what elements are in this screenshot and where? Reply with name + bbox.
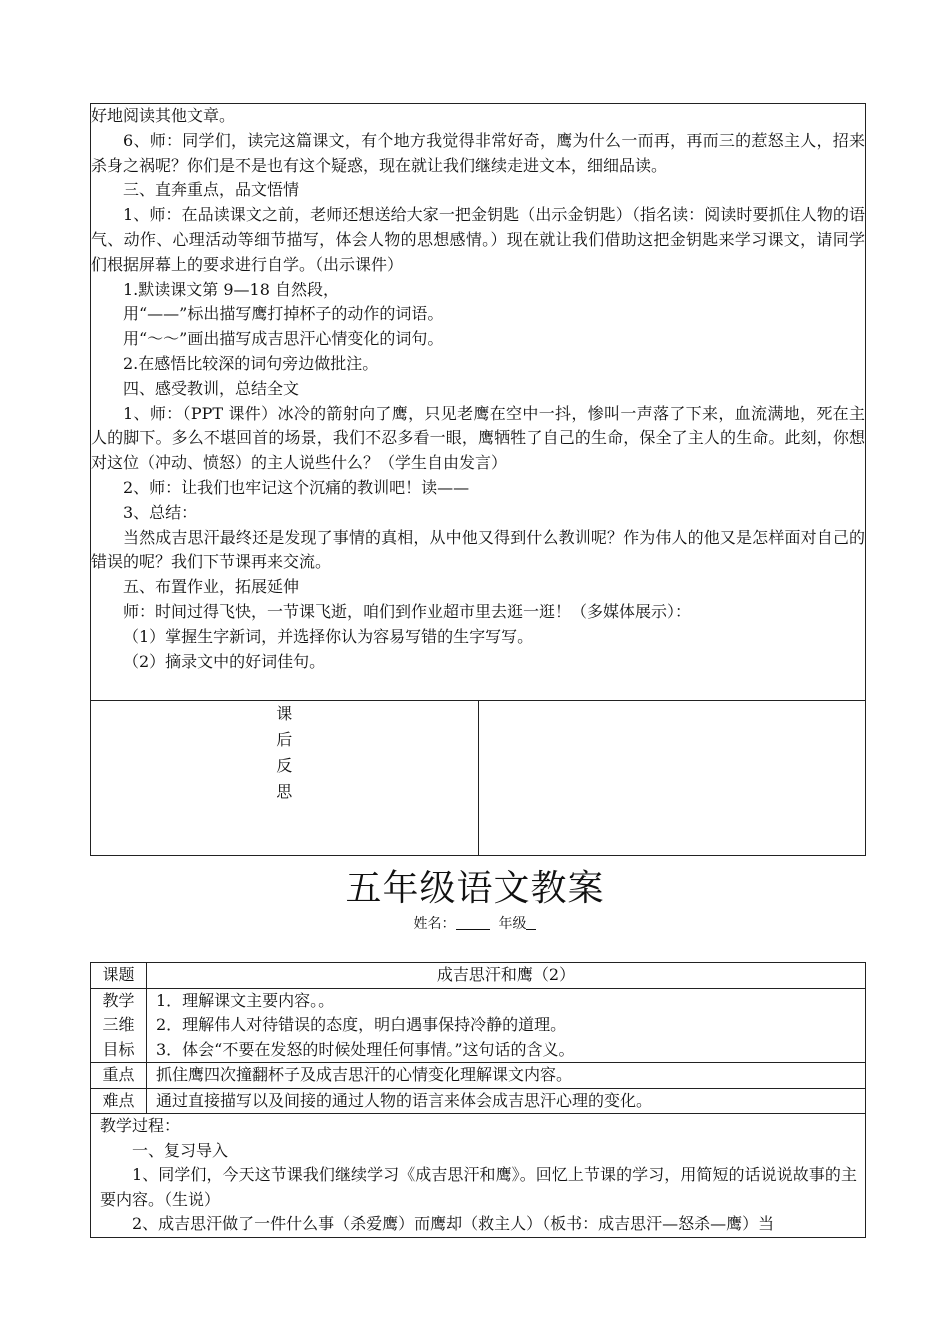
- continuation-paragraph: 3、总结：: [123, 502, 198, 522]
- reflection-label-char: 反: [276, 756, 293, 775]
- continuation-paragraph: 1.默读课文第 9—18 自然段，: [123, 279, 339, 299]
- difficulty-label: 难点: [91, 1088, 147, 1114]
- continuation-row: [91, 104, 866, 701]
- continuation-paragraph: 2、师：让我们也牢记这个沉痛的教训吧！读——: [123, 477, 470, 497]
- lesson-plan-table: [90, 962, 866, 1238]
- grade-label: 年级: [498, 916, 527, 932]
- continuation-paragraph: 1、师：在品读课文之前，老师还想送给大家一把金钥匙（出示金钥匙）（指名读：阅读时要抓住人物的语气、动作、心理活动等细节描写，体会人物的思想感情。）现在就让我们借助这把金钥匙来学习课文，请同学们根据屏幕上的要求进行自学。（出示课件）: [91, 205, 865, 274]
- name-label: 姓名：: [413, 916, 456, 932]
- teaching-process: [91, 1114, 866, 1238]
- topic-label: 课题: [91, 963, 147, 989]
- process-paragraph: 教学过程：: [100, 1116, 181, 1135]
- topic-row: [91, 963, 866, 989]
- reflection-label-char: 课: [276, 704, 293, 723]
- continuation-content: [91, 104, 866, 701]
- reflection-label-char: 后: [276, 730, 293, 749]
- reflection-body: [478, 701, 866, 856]
- continuation-paragraph: 师：时间过得飞快，一节课飞逝，咱们到作业超市里去逛一逛！（多媒体展示）：: [123, 601, 692, 621]
- key-label: 重点: [91, 1063, 147, 1089]
- continuation-paragraph: 2.在感悟比较深的词句旁边做批注。: [123, 353, 379, 373]
- reflection-label: [91, 701, 479, 856]
- goal-item: 3．体会“不要在发怒的时候处理任何事情。”这句话的含义。: [156, 1039, 575, 1059]
- continuation-paragraph: 五、布置作业，拓展延伸: [123, 577, 300, 597]
- goals-label: [91, 988, 147, 1063]
- goal-item: 2．理解伟人对待错误的态度，明白遇事保持冷静的道理。: [156, 1015, 567, 1034]
- process-paragraph: 2、成吉思汗做了一件什么事（杀爱鹰）而鹰却（救主人）（板书：成吉思汗—怒杀—鹰）当: [132, 1214, 775, 1233]
- process-paragraph: 1、同学们，今天这节课我们继续学习《成吉思汗和鹰》。回忆上节课的学习，用简短的话说说故事的主要内容。（生说）: [100, 1165, 857, 1209]
- topic-value: 成吉思汗和鹰（2）: [147, 963, 866, 989]
- continuation-paragraph: 当然成吉思汗最终还是发现了事情的真相，从中他又得到什么教训呢？作为伟人的他又是怎样面对自己的错误的呢？我们下节课再来交流。: [91, 527, 865, 572]
- name-grade-line: [0, 914, 950, 934]
- continuation-paragraph: 用“——”标出描写鹰打掉杯子的动作的词语。: [123, 304, 444, 324]
- continuation-paragraph: 6、师：同学们，读完这篇课文，有个地方我觉得非常好奇，鹰为什么一而再，再而三的惹怒主人，招来杀身之祸呢？你们是不是也有这个疑惑，现在就让我们继续走进文本，细细品读。: [91, 130, 865, 175]
- continuation-paragraph: （2）摘录文中的好词佳句。: [123, 651, 326, 671]
- lesson-continuation-table: [90, 103, 866, 856]
- goals-list: [147, 988, 866, 1063]
- process-paragraph: 一、复习导入: [132, 1140, 229, 1160]
- key-row: [91, 1063, 866, 1089]
- grade-blank: [526, 915, 536, 930]
- page-title: 五年级语文教案: [345, 868, 605, 909]
- reflection-row: [91, 701, 866, 856]
- goals-label-line: 目标: [102, 1039, 135, 1059]
- continuation-paragraph: 好地阅读其他文章。: [91, 106, 236, 125]
- process-row: [91, 1114, 866, 1238]
- goals-row: [91, 988, 866, 1063]
- continuation-paragraph: 1、师：（PPT 课件）冰冷的箭射向了鹰，只见老鹰在空中一抖，惨叫一声落了下来，血流满地，死在主人的脚下。多么不堪回首的场景，我们不忍多看一眼，鹰牺牲了自己的生命，保全了主人的生命。此刻，你想对这位（冲动、愤怒）的主人说些什么？（学生自由发言）: [91, 403, 865, 473]
- key-value: 抓住鹰四次撞翻杯子及成吉思汗的心情变化理解课文内容。: [147, 1063, 866, 1089]
- difficulty-row: [91, 1088, 866, 1114]
- goals-label-line: 三维: [102, 1015, 135, 1034]
- name-blank: [456, 915, 490, 930]
- difficulty-value: 通过直接描写以及间接的通过人物的语言来体会成吉思汗心理的变化。: [147, 1088, 866, 1114]
- continuation-paragraph: （1）掌握生字新词，并选择你认为容易写错的生字写写。: [123, 626, 534, 646]
- continuation-paragraph: 用“～～”画出描写成吉思汗心情变化的词句。: [123, 329, 444, 349]
- continuation-paragraph: 三、直奔重点，品文悟情: [123, 180, 300, 200]
- goal-item: 1．理解课文主要内容。。: [156, 990, 335, 1010]
- goals-label-line: 教学: [102, 990, 135, 1010]
- continuation-paragraph: 四、感受教训，总结全文: [123, 378, 300, 398]
- reflection-label-char: 思: [276, 782, 293, 801]
